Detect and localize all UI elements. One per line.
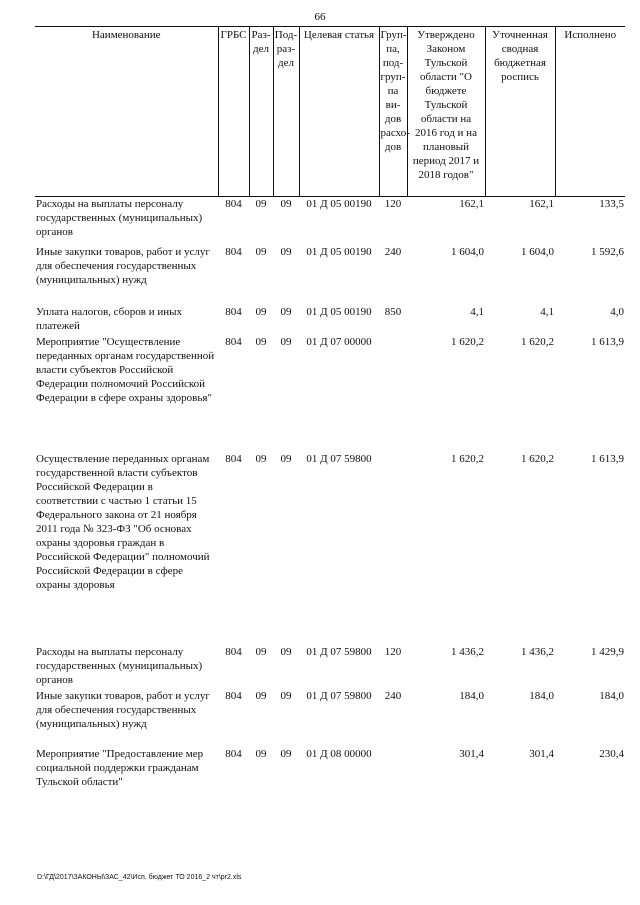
row-podrazdel: 09 — [280, 645, 292, 658]
table-row — [35, 747, 625, 795]
row-celevaya: 01 Д 07 59800 — [306, 645, 372, 658]
row-razdel: 09 — [255, 452, 267, 465]
row-celevaya: 01 Д 07 59800 — [306, 689, 372, 702]
row-utverzhdeno: 184,0 — [459, 689, 484, 702]
table-row — [35, 452, 625, 645]
row-celevaya: 01 Д 05 00190 — [306, 245, 372, 258]
row-grbs: 804 — [225, 335, 242, 348]
row-razdel: 09 — [255, 305, 267, 318]
row-razdel: 09 — [255, 198, 267, 210]
row-ispolneno: 1 429,9 — [591, 645, 624, 658]
row-celevaya: 01 Д 07 00000 — [306, 335, 372, 348]
row-gruppa: 120 — [384, 645, 402, 658]
row-utverzhdeno: 1 436,2 — [451, 645, 484, 658]
row-celevaya: 01 Д 08 00000 — [306, 747, 372, 760]
row-ispolneno: 1 613,9 — [591, 335, 624, 348]
row-name: Осуществление переданных органам государственной власти субъектов Российской Федерации в соответствии с частью 1 статьи 15 Федерального закона от 21 ноября 2011 года № 323-ФЗ "Об основах охраны здоровья граждан в Российской Федерации" полномочий Российской Федерации в сфере охраны здоровья — [36, 452, 210, 591]
row-razdel: 09 — [255, 689, 267, 702]
row-utverzhdeno: 1 604,0 — [451, 245, 484, 258]
row-ispolneno: 1 592,6 — [591, 245, 624, 258]
row-utochnennaya: 301,4 — [529, 747, 554, 760]
row-razdel: 09 — [255, 245, 267, 258]
row-razdel: 09 — [255, 335, 267, 348]
row-utverzhdeno: 301,4 — [459, 747, 484, 760]
table-row — [35, 305, 625, 335]
row-gruppa: 240 — [384, 245, 402, 258]
row-gruppa: 850 — [384, 305, 402, 318]
row-name: Уплата налогов, сборов и иных платежей — [36, 305, 183, 332]
row-razdel: 09 — [255, 747, 267, 760]
row-utverzhdeno: 1 620,2 — [451, 452, 484, 465]
row-podrazdel: 09 — [280, 747, 292, 760]
page-number: 66 — [314, 11, 326, 23]
header-grbs: ГРБС — [218, 27, 249, 197]
row-ispolneno: 230,4 — [599, 747, 624, 760]
row-grbs: 804 — [225, 198, 242, 210]
row-razdel: 09 — [255, 645, 267, 658]
row-grbs: 804 — [225, 645, 242, 658]
row-name: Расходы на выплаты персоналу государственных (муниципальных) органов — [36, 645, 203, 686]
row-gruppa: 240 — [384, 689, 402, 702]
row-utochnennaya: 184,0 — [529, 689, 554, 702]
row-utochnennaya: 1 436,2 — [521, 645, 554, 658]
row-ispolneno: 4,0 — [610, 305, 624, 318]
row-name: Расходы на выплаты персоналу государственных (муниципальных) органов — [36, 198, 203, 238]
row-grbs: 804 — [225, 452, 242, 465]
table-header — [35, 27, 625, 197]
row-utochnennaya: 1 620,2 — [521, 452, 554, 465]
row-utverzhdeno: 1 620,2 — [451, 335, 484, 348]
row-grbs: 804 — [225, 747, 242, 760]
row-podrazdel: 09 — [280, 198, 292, 210]
budget-table — [35, 26, 625, 795]
row-gruppa — [379, 747, 407, 795]
row-podrazdel: 09 — [280, 452, 292, 465]
header-razdel: Раз-дел — [249, 27, 273, 197]
header-utochnennaya: Уточненная сводная бюджетная роспись — [485, 27, 555, 197]
row-name: Иные закупки товаров, работ и услуг для обеспечения государственных (муниципальных) нужд — [36, 245, 210, 286]
header-utverzhdeno: Утверждено Законом Тульской области "О бюджете Тульской области на 2016 год и на плановый период 2017 и 2018 годов" — [407, 27, 485, 197]
row-name: Иные закупки товаров, работ и услуг для обеспечения государственных (муниципальных) нужд — [36, 689, 210, 730]
table-row — [35, 335, 625, 452]
table-row — [35, 689, 625, 747]
header-gruppa: Груп-па, под-груп-па ви-дов расхо-дов — [379, 27, 407, 197]
row-ispolneno: 184,0 — [599, 689, 624, 702]
row-podrazdel: 09 — [280, 335, 292, 348]
row-utochnennaya: 1 604,0 — [521, 245, 554, 258]
header-celevaya: Целевая статья — [299, 27, 379, 197]
row-utverzhdeno: 4,1 — [470, 305, 484, 318]
row-name: Мероприятие "Предоставление мер социальной поддержки гражданам Тульской области" — [36, 747, 204, 788]
header-ispolneno: Исполнено — [555, 27, 625, 197]
row-grbs: 804 — [225, 689, 242, 702]
table-body — [35, 197, 625, 795]
table-row — [35, 197, 625, 245]
row-gruppa — [379, 335, 407, 452]
row-name: Мероприятие "Осуществление переданных органам государственной власти субъектов Российской Федерации полномочий Российской Федерации в сфере охраны здоровья" — [36, 335, 215, 404]
row-podrazdel: 09 — [280, 689, 292, 702]
row-ispolneno: 133,5 — [599, 198, 624, 210]
footer-file-path: D:\ГД\2017\ЗАКОНЫ\ЗАС_42\Исп. бюджет ТО 2016_2 чт\pr2.xls — [37, 874, 242, 881]
row-celevaya: 01 Д 05 00190 — [306, 305, 372, 318]
row-utochnennaya: 1 620,2 — [521, 335, 554, 348]
row-podrazdel: 09 — [280, 245, 292, 258]
row-utochnennaya: 4,1 — [540, 305, 554, 318]
row-podrazdel: 09 — [280, 305, 292, 318]
row-ispolneno: 1 613,9 — [591, 452, 624, 465]
header-name: Наименование — [35, 27, 218, 197]
row-gruppa — [379, 452, 407, 645]
row-gruppa: 120 — [384, 198, 402, 210]
row-grbs: 804 — [225, 305, 242, 318]
row-celevaya: 01 Д 05 00190 — [306, 198, 372, 210]
row-celevaya: 01 Д 07 59800 — [306, 452, 372, 465]
table-row — [35, 245, 625, 305]
row-utochnennaya: 162,1 — [529, 198, 554, 210]
header-podrazdel: Под-раз-дел — [273, 27, 299, 197]
row-utverzhdeno: 162,1 — [459, 198, 484, 210]
table-row — [35, 645, 625, 689]
row-grbs: 804 — [225, 245, 242, 258]
